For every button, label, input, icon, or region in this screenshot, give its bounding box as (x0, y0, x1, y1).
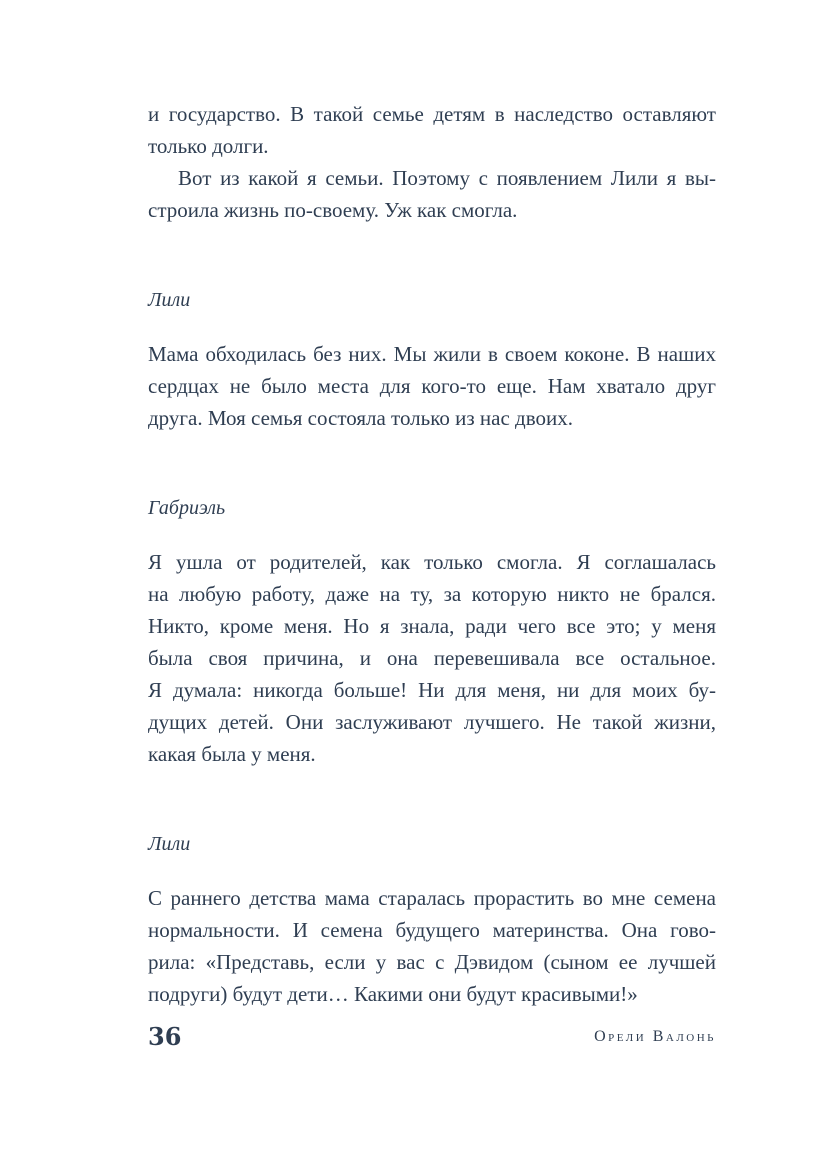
page-number: 36 (148, 1022, 182, 1051)
text-line: на любую работу, даже на ту, за которую никто не брался. (148, 582, 716, 606)
text-line: дущих детей. Они заслуживают лучшего. Не такой жизни, (148, 710, 716, 734)
text-line: нормальности. И семена будущего материнства. Она гово- (148, 918, 716, 942)
page-body (148, 98, 716, 1010)
speaker-name: Габриэль (148, 497, 226, 519)
text-line: какая была у меня. (148, 742, 316, 766)
text-line: Мама обходилась без них. Мы жили в своем коконе. В наших (148, 342, 716, 366)
text-line: подруги) будут дети… Какими они будут красивыми!» (148, 982, 638, 1006)
author-name: Орели Валонь (594, 1028, 716, 1045)
text-line: была своя причина, и она перевешивала все остальное. (148, 646, 716, 670)
text-line: строила жизнь по-своему. Уж как смогла. (148, 198, 518, 222)
page-footer (148, 1022, 716, 1058)
paragraph (148, 98, 716, 226)
text-line: только долги. (148, 134, 269, 158)
text-line: Я думала: никогда больше! Ни для меня, ни для моих бу- (148, 678, 716, 702)
text-line: рила: «Представь, если у вас с Дэвидом (сыном ее лучшей (148, 950, 716, 974)
paragraph (148, 546, 716, 770)
text-line: сердцах не было места для кого-то еще. Нам хватало друг (148, 374, 716, 398)
text-line: Вот из какой я семьи. Поэтому с появлением Лили я вы- (178, 166, 716, 190)
text-line: Никто, кроме меня. Но я знала, ради чего все это; у меня (148, 614, 716, 638)
text-line: и государство. В такой семье детям в наследство оставляют (148, 102, 716, 126)
paragraph (148, 338, 716, 434)
paragraph (148, 882, 716, 1010)
text-line: Я ушла от родителей, как только смогла. Я соглашалась (148, 550, 716, 574)
text-line: друга. Моя семья состояла только из нас двоих. (148, 406, 573, 430)
speaker-name: Лили (148, 833, 191, 855)
speaker-name: Лили (148, 289, 191, 311)
text-line: С раннего детства мама старалась прорастить во мне семена (148, 886, 716, 910)
